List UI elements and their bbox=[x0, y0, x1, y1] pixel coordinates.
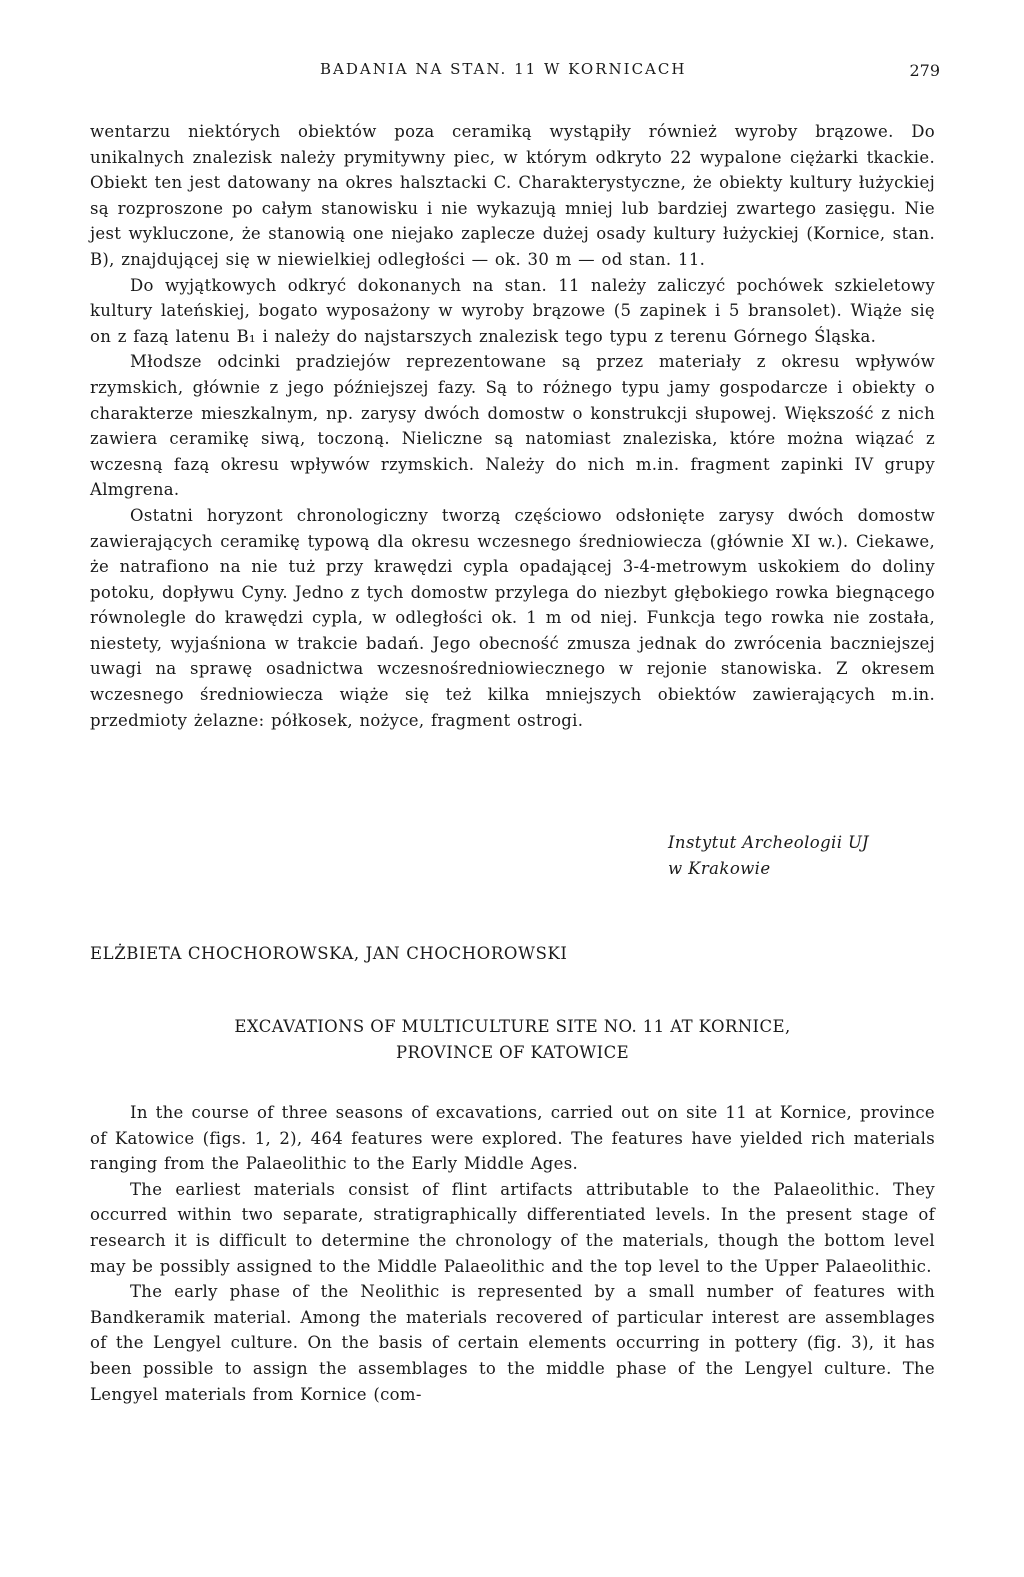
authors: ELŻBIETA CHOCHOROWSKA, JAN CHOCHOROWSKI bbox=[90, 944, 568, 963]
paragraph: Młodsze odcinki pradziejów reprezentowane są przez materiały z okresu wpływów rzymskich, głównie z jego późniejszej fazy. Są to różnego typu jamy gospodarcze i obiekty o charakterze mieszkalnym, np. zarysy dwóch domostw o konstrukcji słupowej. Większość z nich zawiera ceramikę siwą, toczoną. Nieliczne są natomiast znaleziska, które można wiązać z wczesną fazą okresu wpływów rzymskich. Należy do nich m.in. fragment zapinki IV grupy Almgrena. bbox=[90, 352, 935, 500]
english-summary bbox=[90, 1100, 935, 1407]
paragraph: The early phase of the Neolithic is represented by a small number of features with Bandkeramik material. Among the materials recovered of particular interest are assemblages of the Lengyel culture. On the basis of certain elements occurring in pottery (fig. 3), it has been possible to assign the assemblages to the middle phase of the Lengyel culture. The Lengyel materials from Kornice (com- bbox=[90, 1282, 935, 1404]
page-header bbox=[0, 60, 1024, 84]
article-title bbox=[90, 1014, 935, 1066]
paragraph: In the course of three seasons of excavations, carried out on site 11 at Kornice, province of Katowice (figs. 1, 2), 464 features were explored. The features have yielded rich materials ranging from the Palaeolithic to the Early Middle Ages. bbox=[90, 1103, 935, 1174]
paragraph: Do wyjątkowych odkryć dokonanych na stan. 11 należy zaliczyć pochówek szkieletowy kultury lateńskiej, bogato wyposażony w wyroby brązowe (5 zapinek i 5 bransolet). Wiąże się on z fazą latenu B₁ i należy do najstarszych znalezisk tego typu z terenu Górnego Śląska. bbox=[90, 275, 935, 346]
title-line: PROVINCE OF KATOWICE bbox=[395, 1043, 630, 1062]
paragraph: The earliest materials consist of flint artifacts attributable to the Palaeolithic. They occurred within two separate, stratigraphically differentiated levels. In the present stage of research it is difficult to determine the chronology of the materials, though the bottom level may be possibly assigned to the Middle Palaeolithic and the top level to the Upper Palaeolithic. bbox=[90, 1179, 935, 1276]
running-head: BADANIA NA STAN. 11 W KORNICACH bbox=[320, 60, 687, 78]
paragraph: Ostatni horyzont chronologiczny tworzą częściowo odsłonięte zarysy dwóch domostw zawierających ceramikę typową dla okresu wczesnego średniowiecza (głównie XI w.). Ciekawe, że natrafiono na nie tuż przy krawędzi cypla opadającej 3-4-metrowym uskokiem do doliny potoku, dopływu Cyny. Jedno z tych domostw przylega do niezbyt głębokiego rowka biegnącego równolegle do krawędzi cypla, w odległości ok. 1 m od niej. Funkcja tego rowka nie została, niestety, wyjaśniona w trakcie badań. Jego obecność zmusza jednak do zwrócenia baczniejszej uwagi na sprawę osadnictwa wczesnośredniowiecznego w rejonie stanowiska. Z okresem wczesnego średniowiecza wiąże się też kilka mniejszych obiektów zawierających m.in. przedmioty żelazne: półkosek, nożyce, fragment ostrogi. bbox=[90, 505, 935, 730]
polish-text bbox=[90, 119, 935, 733]
paragraph: wentarzu niektórych obiektów poza ceramiką wystąpiły również wyroby brązowe. Do unikalnych znalezisk należy prymitywny piec, w którym odkryto 22 wypalone ciężarki tkackie. Obiekt ten jest datowany na okres halsztacki C. Charakterystyczne, że obiekty kultury łużyckiej są rozproszone po całym stanowisku i nie wykazują mniej lub bardziej zwartego zasięgu. Nie jest wykluczone, że stanowią one niejako zaplecze dużej osady kultury łużyckiej (Kornice, stan. B), znajdującej się w niewielkiej odległości — ok. 30 m — od stan. 11. bbox=[90, 122, 935, 269]
affiliation-institute: Instytut Archeologii UJ bbox=[668, 833, 869, 852]
title-line: EXCAVATIONS OF MULTICULTURE SITE NO. 11 AT KORNICE, bbox=[234, 1017, 791, 1036]
affiliation bbox=[668, 830, 869, 882]
affiliation-city: w Krakowie bbox=[668, 859, 771, 878]
page-number: 279 bbox=[909, 61, 940, 80]
